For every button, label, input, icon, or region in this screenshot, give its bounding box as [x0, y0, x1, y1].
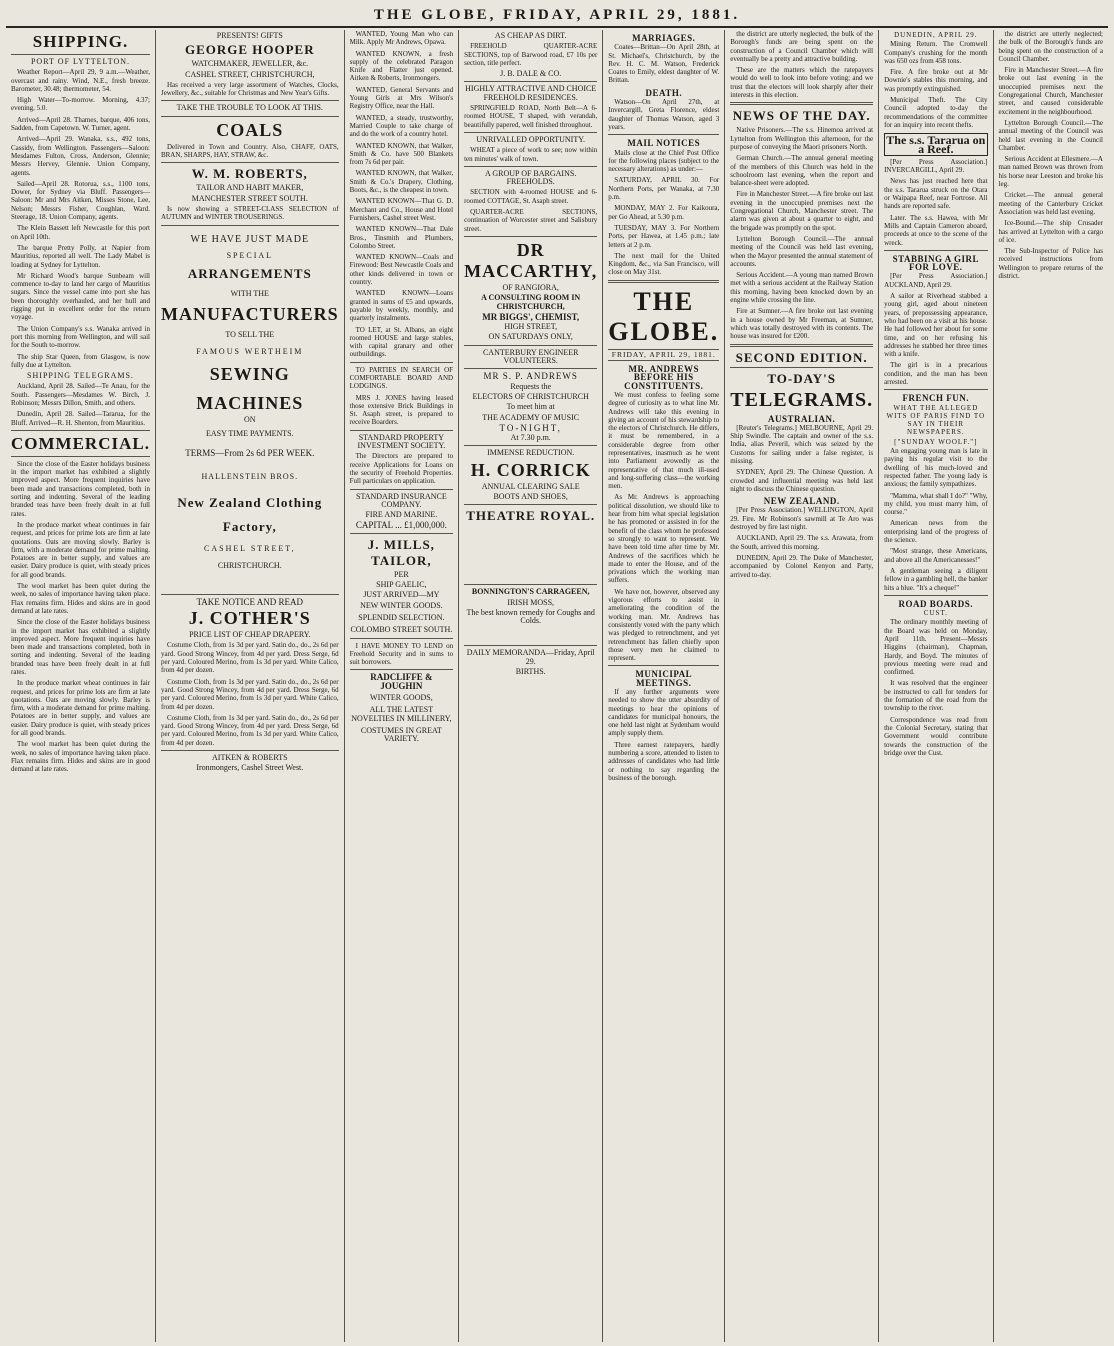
ad-insurance: STANDARD INSURANCE COMPANY. — [356, 491, 447, 509]
article-title: MR. ANDREWS BEFORE HIS CONSTITUENTS. — [624, 364, 704, 391]
shipping-para: The ship Star Queen, from Glasgow, is now fully due at Lyttelton. — [11, 352, 150, 369]
ad-roberts-trade: TAILOR AND HABIT MAKER, — [196, 183, 304, 193]
marriages-heading: MARRIAGES. — [632, 33, 696, 43]
ad-volunteers: CANTERBURY ENGINEER VOLUNTEERS. — [482, 347, 579, 366]
ad-hooper-trade: WATCHMAKER, JEWELLER, &c. — [191, 59, 309, 69]
shipping-para: Mr Richard Wood's barque Sunbeam will commence to-day to land her cargo of Mauritius sugars. Since the vessel came into port she has been thoroughly overhauled, and her hull and rigging put in excellent order for the return voyage. — [11, 271, 150, 322]
ad-bargains: A GROUP OF BARGAINS. FREEHOLDS. — [485, 168, 577, 187]
property-ad: SPRINGFIELD ROAD, North Belt—A 6-roomed HOUSE, T shaped, with verandah, beautifully papered, well finished throughout. — [464, 104, 598, 129]
ad-with-the: WITH THE — [230, 289, 269, 299]
french-sub: WHAT THE ALLEGED WITS OF PARIS FIND TO SAY IN THEIR NEWSPAPERS. — [886, 403, 986, 437]
roads-para: Correspondence was read from the Colonial Secretary, stating that Government would contribute towards the construction of the bridge over the Cust. — [884, 715, 988, 757]
shipping-telegram: Auckland, April 28. Sailed—Te Anau, for the South. Passengers—Mesdames W. Birch, J. Robinson; Messrs Dillon, Smith, and others. — [11, 382, 150, 407]
ad-maccarthy: DR MACCARTHY, — [464, 239, 598, 281]
ad-cother-body: Costume Cloth, from 1s 3d per yard. Satin do., do., 2s 6d per yard. Good Strong Wincey, from 4d per yard. Dress Serge, 6d per yard. Coloured Merino, from 1s 3d per yard. White Calico, from 4d per dozen. — [160, 641, 339, 675]
shipping-para: High Water—To-morrow. Morning, 4.37; evening, 5.0. — [11, 96, 150, 113]
ad-requests: Requests the — [510, 381, 552, 391]
column-wanted — [345, 30, 459, 1342]
telegram-para: AUCKLAND, April 29. The s.s. Arawata, from the South, arrived this morning. — [730, 534, 874, 551]
wanted-ad: WANTED KNOWN, that Walker, Smith & Co.'s Drapery, Clothing, Boots, &c., is the cheapest in town. — [349, 169, 454, 195]
ad-radcliffe: RADCLIFFE & JOUGHIN — [370, 672, 433, 691]
french-para: An engaging young man is late in paying his regular visit to the dwelling of his much-loved and respected father. The young lady is anxious; the family sympathizes. — [884, 447, 988, 489]
divider — [464, 368, 597, 369]
divider — [350, 533, 453, 534]
news-item: Lyttelton Borough Council.—The annual meeting of the Council was held last evening, when the Mayor presented the annual statement of accounts. — [730, 234, 874, 268]
french-para: A gentleman seeing a diligent fellow in a gambling hell, the banker hits a blue. "It's a cheque!" — [884, 566, 988, 592]
ad-irish-moss: IRISH MOSS, — [507, 597, 555, 607]
divider — [350, 362, 453, 363]
cont-para: Serious Accident at Ellesmere.—A man named Brown was thrown from his horse near Leeston and broke his leg. — [998, 155, 1103, 189]
editorial-cont: These are the matters which the ratepayers would do well to look into before voting; and we trust that the electors will look sharply after their interests in this election. — [730, 66, 874, 100]
ad-aitken-address: Ironmongers, Cashel Street West. — [196, 763, 304, 773]
divider — [884, 595, 987, 596]
news-heading: NEWS OF THE DAY. — [732, 108, 871, 124]
news-item: Native Prisoners.—The s.s. Hinemoa arrived at Lyttelton from Wellington this afternoon, for the purpose of conveying the Maori prisoners North. — [730, 126, 874, 151]
mail-para: MONDAY, MAY 2. For Kaikoura, per Go Ahead, at 5.30 p.m. — [608, 204, 720, 221]
news-item: Fire at Sumner.—A fire broke out last evening in a house owned by Mr Freeman, at Sumner, which was totally destroyed with its contents. The house was insured for £200. — [730, 307, 874, 341]
ad-biggs: MR BIGGS', CHEMIST, — [482, 311, 580, 322]
commercial-para: The wool market has been quiet during the week, no sales of importance having taken place. Flax remains firm. Hides and skins are in good demand at late rates. — [11, 582, 150, 615]
stab-para: [Per Press Association.] AUCKLAND, April 29. — [884, 272, 988, 289]
newspaper-page — [6, 4, 1108, 1342]
news-item: Serious Accident.—A young man named Brown met with a serious accident at the Railway Station this morning, having been knocked down by an engine while crossing the line. — [730, 271, 874, 305]
wanted-ad: WANTED KNOWN—Loans granted in sums of £5 and upwards, payable by weekly, monthly, and quarterly instalments. — [349, 289, 454, 323]
tararua-heading: The s.s. Tararua on a Reef. — [884, 133, 987, 156]
wanted-ad: WANTED, a steady, trustworthy, Married Couple to take charge of and do the work of a country hotel. — [349, 113, 454, 139]
ad-cheap-dirt: AS CHEAP AS DIRT. — [494, 31, 567, 40]
ad-mills-ship: SHIP GAELIC, — [376, 580, 427, 590]
ad-academy: THE ACADEMY OF MUSIC — [482, 412, 580, 422]
french-source: ["SUNDAY WOOLF."] — [894, 437, 978, 446]
divider — [161, 750, 339, 751]
ad-theatre: THEATRE ROYAL. — [466, 508, 596, 524]
mail-para: SATURDAY, APRIL 30. For Northern Ports, per Wanaka, at 7.30 p.m. — [608, 176, 720, 202]
commercial-para: Since the close of the Easter holidays business in the import market has exhibited a slightly improved aspect. More frequent inquiries have been made and transactions completed, both in sorting and indenting. Several of the leading branded teas have been freely dealt in at full rates. — [11, 618, 150, 676]
ad-sewing: SEWING — [209, 364, 290, 385]
ad-high-street: HIGH STREET, — [504, 322, 558, 332]
divider — [464, 504, 597, 505]
telegram-para: Fire. A fire broke out at Mr Downie's stables this morning, and was promptly extinguished. — [884, 68, 988, 93]
column-telegrams — [879, 30, 993, 1342]
roads-sub: CUST. — [923, 609, 948, 618]
ad-residences: HIGHLY ATTRACTIVE AND CHOICE FREEHOLD RESIDENCES. — [465, 84, 597, 102]
second-edition: SECOND EDITION. — [730, 350, 873, 368]
telegrams-subheading: SHIPPING TELEGRAMS. — [27, 371, 134, 381]
ad-meet: To meet him at — [506, 402, 555, 412]
commercial-para: In the produce market wheat continues in fair request, and prices for prime lots are firm at late quotations. Oats are moving slowly. Barley is firm, with a moderate demand for prime malting. Potatoes are in better supply, and values are easier. Dairy produce is quiet, with steady prices for all good brands. — [11, 679, 150, 738]
divider — [350, 669, 453, 670]
municipal-para: If any further arguments were needed to show the utter absurdity of meetings to hear the opinions of candidates for municipal honours, the one held last night at Sydenham would amply supply them. — [608, 688, 720, 738]
divider — [884, 250, 987, 251]
mail-para: The next mail for the United Kingdom, &c., via San Francisco, will close on May 31st. — [608, 251, 720, 277]
ad-tonight: TO-NIGHT, — [499, 422, 562, 433]
australian-heading: AUSTRALIAN. — [768, 413, 836, 424]
reef-para: News has just reached here that the s.s. Tararua struck on the Otara or Waipapa Reef, near Fortrose. All hands are reported safe. — [884, 177, 988, 211]
shipping-heading: SHIPPING. — [11, 32, 150, 55]
ad-mills-per: PER — [394, 569, 409, 579]
telegram-para: [Per Press Association.] WELLINGTON, April 29. Fire. Mr Robinson's sawmill at Te Aro was destroyed by fire last night. — [730, 506, 874, 532]
stabbing-heading: STABBING A GIRL FOR LOVE. — [892, 253, 979, 273]
ad-mills-address: COLOMBO STREET SOUTH. — [350, 625, 453, 635]
municipal-para: Three earnest ratepayers, hardly numbering a score, attended to listen to addresses of candidates who had little or nothing to say regarding the business of the borough. — [608, 740, 720, 782]
divider — [161, 162, 339, 163]
cont-para: Fire in Manchester Street.—A fire broke out last evening in the unoccupied premises next the Congregational Church, Manchester street, and caused considerable excitement in the neighbourhood. — [998, 66, 1103, 116]
article-para: We have not, however, observed any vigorous efforts to assist in ameliorating the condition of the working man. Mr. Andrews has consistently voted with the party which was pledged to retrenchment, and yet retrenchment has fallen chiefly upon those very men he claimed to represent. — [608, 587, 720, 663]
column-ads-hooper — [156, 30, 345, 1342]
ad-hooper-address: CASHEL STREET, CHRISTCHURCH, — [185, 69, 315, 79]
telegram-para: [Reuter's Telegrams.] MELBOURNE, April 29. Ship Swindle. The captain and owner of the s.s. India, alias Peveril, which was seized by the Customs for sailing under a false register, is missing. — [730, 423, 874, 465]
shipping-para: The Klein Bassett left Newcastle for this port on April 10th. — [11, 224, 150, 241]
marriage-notice: Coates—Brittan—On April 28th, at St. Michael's, Christchurch, by the Rev. H. C. M. Watson, Frederick Coates to Emily, eldest daughter of W. Brittan. — [608, 43, 720, 85]
ad-electors: ELECTORS OF CHRISTCHURCH — [472, 391, 589, 401]
ad-roberts-address: MANCHESTER STREET SOUTH. — [191, 193, 308, 203]
divider — [464, 645, 597, 646]
ad-take-trouble: TAKE THE TROUBLE TO LOOK AT THIS. — [176, 103, 323, 113]
french-heading: FRENCH FUN. — [902, 393, 970, 404]
ad-we-have: WE HAVE JUST MADE — [190, 233, 310, 245]
ad-money: I HAVE MONEY TO LEND on Freehold Security and in sums to suit borrowers. — [349, 641, 454, 667]
ad-hooper-name: GEORGE HOOPER — [184, 42, 315, 58]
ad-corrick: H. CORRICK — [470, 459, 591, 480]
ad-mills: J. MILLS, TAILOR, — [367, 536, 435, 568]
ad-boots: BOOTS AND SHOES, — [493, 491, 568, 501]
ad-to-sell: TO SELL THE — [225, 330, 275, 340]
roads-para: The ordinary monthly meeting of the Board was held on Monday, April 11th. Present—Messrs Higgins (chairman), Chapman, Hardy, and Boyd. The minutes of previous meeting were read and confirmed. — [884, 618, 988, 677]
ad-reduction: IMMENSE REDUCTION. — [487, 448, 575, 458]
french-para: American news from the enterprising land of the progress of the science. — [884, 519, 988, 545]
globe-title: THE GLOBE. — [608, 286, 720, 346]
ad-coals-body: Delivered in Town and Country. Also, CHAFF, OATS, BRAN, SHARPS, HAY, STRAW, &c. — [160, 142, 339, 160]
stab-para: A sailor at Riverhead stabbed a young girl, aged about nineteen years, of prepossessing appearance, who had been on a visit at his house. He had followed her about for some time, and on her refusing his addresses he stabbed her three times with a knife. — [884, 292, 988, 359]
mail-para: Mails close at the Chief Post Office for the following places (subject to the necessary alterations) as under:— — [608, 148, 720, 174]
wanted-ad: WANTED KNOWN—That G. D. Merchant and Co., House and Hotel Furnishers, Cashel street West. — [349, 197, 454, 222]
ad-cother: J. COTHER'S — [188, 608, 311, 629]
divider — [464, 166, 597, 167]
divider — [350, 430, 453, 431]
cont-para: Cricket.—The annual general meeting of the Canterbury Cricket Association was held last evening. — [998, 191, 1103, 216]
news-item: German Church.—The annual general meeting of the members of this Church was held in the schoolroom last evening, when the report and balance-sheet were adopted. — [730, 154, 874, 188]
wanted-ad: WANTED KNOWN, that Walker, Smith & Co. have 500 Blankets from 7s 6d per pair. — [349, 141, 454, 167]
divider — [608, 134, 719, 135]
divider — [161, 100, 339, 101]
cont-para: the district are utterly neglected; the bulk of the Borough's funds are being spent on the construction of a Council Chamber. — [998, 30, 1103, 63]
ad-j-b-dale: J. B. DALE & CO. — [500, 69, 562, 79]
ad-winter-goods: WINTER GOODS, — [370, 693, 433, 702]
property-ad: FREEHOLD QUARTER-ACRE SECTIONS, top of Barwood road, £7 10s per section, title perfect. — [464, 42, 598, 67]
ad-hallenstein: HALLENSTEIN BROS. — [201, 471, 299, 481]
ad-cother-body: Costume Cloth, from 1s 3d per yard. Satin do., do., 2s 6d per yard. Good Strong Wincey, from 4d per yard. Dress Serge, 6d per yard. Coloured Merino, from 1s 3d per yard. White Calico, from 4d per dozen. — [160, 713, 339, 747]
column-news — [725, 30, 879, 1342]
wanted-ad: WANTED KNOWN—Coals and Firewood: Best Newcastle Coals and other kinds delivered in town or country. — [349, 253, 454, 287]
ad-rangiora: OF RANGIORA, — [502, 282, 559, 292]
ad-time: At 7.30 p.m. — [510, 433, 551, 443]
ad-mills-goods: NEW WINTER GOODS. — [360, 600, 443, 610]
stab-para: The girl is in a precarious condition, and the man has been arrested. — [884, 361, 988, 386]
divider — [730, 344, 873, 347]
mail-para: TUESDAY, MAY 3. For Northern Ports, per Hawea, at 1.45 p.m.; late letters at 2 p.m. — [608, 223, 720, 249]
article-para: We must confess to feeling some degree of curiosity as to what line Mr. Andrews will take this evening in giving an account of his stewardship to the electors of Christchurch. He differs, it must be remembered, in a considerable degree from other representatives, inasmuch as he went into Parliament avowedly as the representative of that much ill-used and long-suffering class—the working men. — [608, 390, 720, 491]
telegram-para: Municipal Theft. The City Council adopted to-day the recommendations of the committee for an inquiry into recent thefts. — [884, 96, 988, 129]
divider — [350, 638, 453, 639]
mail-heading: MAIL NOTICES — [627, 138, 701, 149]
ad-opportunity: UNRIVALLED OPPORTUNITY. — [476, 134, 585, 144]
ad-millinery: ALL THE LATEST NOVELTIES IN MILLINERY, — [351, 705, 452, 723]
wanted-ad: WANTED KNOWN—That Dale Bros., Tinsmith and Plumbers, Colombo Street. — [349, 225, 454, 250]
property-ad: QUARTER-ACRE SECTIONS, continuation of Worcester street and Salisbury street. — [464, 208, 598, 233]
ad-on: ON — [244, 415, 256, 425]
ad-roberts-body: Is now showing a STREET-CLASS SELECTION of AUTUMN and WINTER TROUSERINGS. — [160, 204, 339, 222]
divider — [464, 236, 597, 237]
divider — [464, 345, 597, 346]
shipping-para: Arrived—April 28. Thames, barque, 406 tons, Sadden, from Capetown. W. Turner, agent. — [11, 115, 150, 133]
column-shipping — [6, 30, 156, 1342]
ad-special: SPECIAL — [226, 250, 274, 260]
ad-bonnington: BONNINGTON'S CARRAGEEN, — [471, 587, 590, 597]
ad-mills-selection: SPLENDID SELECTION. — [358, 612, 445, 622]
commercial-para: In the produce market wheat continues in fair request, and prices for prime lots are firm at late quotations. Oats are moving slowly. Barley is firm, with a moderate demand for prime malting. Potatoes are in better supply, and values are easier. Dairy produce is quiet, with steady prices for all good brands. — [11, 520, 150, 579]
ad-consulting: A CONSULTING ROOM IN CHRISTCHURCH, — [481, 293, 581, 311]
death-heading: DEATH. — [645, 87, 683, 98]
ad-take-notice: TAKE NOTICE AND READ — [196, 596, 304, 607]
ad-clothing: New Zealand Clothing — [177, 495, 323, 511]
column-continued — [994, 30, 1108, 1342]
todays: TO-DAY'S — [767, 370, 837, 386]
ad-property-society: STANDARD PROPERTY INVESTMENT SOCIETY. — [357, 432, 446, 451]
ad-machines: MACHINES — [196, 393, 304, 414]
ad-price-list: PRICE LIST OF CHEAP DRAPERY. — [189, 630, 311, 640]
shipping-telegram: Dunedin, April 28. Sailed—Tararua, for the Bluff. Arrived—R. H. Shenton, from Mauritius. — [11, 410, 150, 427]
divider — [161, 594, 339, 595]
divider — [464, 584, 597, 585]
dunedin-heading: DUNEDIN, APRIL 29. — [894, 31, 978, 39]
divider — [464, 81, 597, 82]
births-heading: BIRTHS. — [515, 667, 546, 677]
ad-christchurch: CHRISTCHURCH. — [217, 560, 282, 570]
property-ad: SECTION with 4-roomed HOUSE and 6-roomed COTTAGE, St. Asaph street. — [464, 188, 598, 205]
telegram-para: SYDNEY, April 29. The Chinese Question. A crowded and influential meeting was held last night to discuss the Chinese question. — [730, 468, 874, 493]
telegrams-heading: TELEGRAMS. — [730, 388, 874, 411]
ad-aitken: AITKEN & ROBERTS — [212, 752, 288, 762]
ad-andrews: MR S. P. ANDREWS — [483, 371, 578, 382]
telegram-para: DUNEDIN, April 29. The Duke of Manchester, accompanied by Colonel Kenyon and Party, arrived to-day. — [730, 553, 874, 579]
ad-presents: PRESENTS! GIFTS — [216, 31, 283, 40]
ad-fire-marine: FIRE AND MARINE. — [365, 510, 438, 520]
shipping-para: The barque Pretty Polly, at Napier from Mauritius, reported all well. The Lady Mabel is loading at Sydney for Lyttelton. — [11, 243, 150, 269]
divider — [350, 489, 453, 490]
globe-date: FRIDAY, APRIL 29, 1881. — [608, 349, 719, 361]
reef-para: Later. The s.s. Hawea, with Mr Mills and Captain Cameron aboard, proceeds at once to the scene of the wreck. — [884, 213, 988, 247]
divider — [608, 665, 719, 666]
shipping-para: Arrived—April 29. Wanaka, s.s., 492 tons, Cassidy, from Wellington. Passengers—Saloon: Mesdames Fulton, Cross, Anderson, Glennie; Messrs Hervey, Glennie. Union Company, agents. — [11, 135, 150, 177]
divider — [464, 445, 597, 446]
wanted-ad: WANTED, General Servants and Young Girls at Mrs Wilson's Registry Office, near the Hall. — [349, 85, 454, 111]
commercial-para: Since the close of the Easter holidays business in the import market has exhibited a slightly improved aspect. More frequent inquiries have been made and transactions completed, both in sorting and indenting. Several of the leading branded teas have been freely dealt in at full rates. — [11, 459, 150, 518]
wanted-ad: MRS J. JONES having leased those extensive Brick Buildings in St. Asaph street, is prepared to receive Boarders. — [349, 393, 454, 427]
column-editorial — [603, 30, 725, 1342]
ad-cother-body: Costume Cloth, from 1s 3d per yard. Satin do., do., 2s 6d per yard. Good Strong Wincey, from 4d per yard. Dress Serge, 6d per yard. Coloured Merino, from 1s 3d per yard. White Calico, from 4d per dozen. — [160, 677, 339, 711]
cont-para: Lyttelton Borough Council.—The annual meeting of the Council was held last evening in the Council Chamber. — [998, 118, 1103, 152]
ad-saturdays: ON SATURDAYS ONLY, — [488, 332, 573, 342]
shipping-para: The Union Company's s.s. Wanaka arrived in port this morning from Wellington, and will sail for the South to-morrow. — [11, 324, 150, 350]
ad-capital: CAPITAL ... £1,000,000. — [355, 520, 447, 531]
cont-para: The Sub-Inspector of Police has received instructions from Wellington to prepare returns of the district. — [998, 247, 1103, 281]
divider — [884, 389, 987, 390]
wanted-ad: WANTED KNOWN, a fresh supply of the celebrated Paragon Knife and Flatter just opened. Aitken & Roberts, Ironmongers. — [349, 49, 454, 83]
ad-cashel: CASHEL STREET, — [204, 544, 296, 554]
ad-clearing: ANNUAL CLEARING SALE — [481, 481, 580, 491]
ad-wertheim: FAMOUS WERTHEIM — [196, 346, 304, 356]
shipping-para: Sailed—April 28. Rotorua, s.s., 1100 tons, Dower, for Sydney via Bluff. Passengers—Saloon: Mr and Mrs Aitken, Misses Stone, Lee, Nelson; Messrs Fisher, Coughlan, Ward. Steerage, 18. Union Company, agents. — [11, 179, 150, 222]
ad-costumes: COSTUMES IN GREAT VARIETY. — [360, 725, 442, 744]
ad-hooper-body: Has received a very large assortment of Watches, Clocks, Jewellery, &c., suitable for Christmas and New Year's Gifts. — [160, 80, 339, 98]
divider — [161, 116, 339, 117]
shipping-para: Weather Report—April 29, 9 a.m.—Weather, overcast and rainy. Wind, N.E., fresh breeze. Barometer, 30.48; thermometer, 54. — [11, 68, 150, 93]
wanted-ad: WANTED, Young Man who can Milk. Apply Mr Andrews, Opawa. — [349, 30, 454, 47]
municipal-title: MUNICIPAL MEETINGS. — [635, 669, 693, 688]
ad-mills-arrived: JUST ARRIVED—MY — [363, 590, 440, 600]
ad-coals: COALS — [216, 119, 284, 140]
memoranda: DAILY MEMORANDA—Friday, April 29. — [466, 648, 595, 666]
divider — [464, 132, 597, 133]
ad-terms: TERMS—From 2s 6d PER WEEK. — [185, 447, 315, 458]
divider — [11, 430, 150, 431]
port-subheading: PORT OF LYTTELTON. — [30, 57, 130, 66]
divider — [161, 225, 339, 226]
commercial-heading: COMMERCIAL. — [11, 434, 150, 457]
french-para: "Mamma, what shall I do?" "Why, my child, you must marry him, of course." — [884, 491, 988, 517]
article-para: As Mr. Andrews is approaching political dissolution, we should like to hear from him what special legislation he has promoted or assisted in for the benefit of the class whom he professed so strongly to want to represent. We have been told time after time by Mr. Andrews of the sacrifices which he made to enter the House, and of the privations which the working man suffers. — [608, 493, 720, 585]
nz-heading: NEW ZEALAND. — [763, 496, 840, 507]
news-item: Fire in Manchester Street.—A fire broke out last evening in the unoccupied premises next the Congregational Church, Manchester street. The alarm was given at about a quarter to eight, and the brigade was promptly on the spot. — [730, 190, 874, 232]
wanted-ad: TO PARTIES IN SEARCH OF COMFORTABLE BOARD AND LODGINGS. — [349, 365, 454, 391]
ad-property-body: The Directors are prepared to receive Applications for Loans on the security of Freehold Properties. Full particulars on application. — [349, 452, 454, 486]
divider — [608, 280, 719, 283]
ad-factory: Factory, — [222, 519, 277, 535]
ad-easy-payments: EASY TIME PAYMENTS. — [205, 429, 294, 439]
commercial-para: The wool market has been quiet during the week, no sales of importance having taken place. Flax remains firm. Hides and skins are in good demand at late rates. — [11, 740, 150, 774]
death-notice: Watson—On April 27th, at Invercargill, Greta Florence, eldest daughter of Thomas Watson, aged 3 years. — [608, 98, 720, 131]
divider — [730, 102, 873, 105]
ad-roberts: W. M. ROBERTS, — [191, 166, 308, 182]
ad-arrangements: ARRANGEMENTS — [187, 266, 312, 282]
masthead: THE GLOBE, FRIDAY, APRIL 29, 1881. — [6, 4, 1108, 28]
wanted-ad: TO LET, at St. Albans, an eight roomed HOUSE and large stables, with capital granary and other outbuildings. — [349, 325, 454, 359]
column-property — [459, 30, 603, 1342]
columns — [6, 30, 1108, 1342]
telegram-para: Mining Return. The Cromwell Company's crushing for the month was 650 ozs from 458 tons. — [884, 40, 988, 65]
reef-para: [Per Press Association.] INVERCARGILL, April 29. — [884, 157, 988, 175]
french-para: "Most strange, these Americans, and above all the Americanesses!" — [884, 547, 988, 564]
roads-heading: ROAD BOARDS. — [898, 598, 974, 609]
cont-para: Ice-Bound.—The ship Crusader has arrived at Lyttelton with a cargo of ice. — [998, 219, 1103, 244]
ad-remedy: The best known remedy for Coughs and Colds. — [466, 607, 595, 626]
ad-manufacturers: MANUFACTURERS — [160, 304, 339, 325]
roads-para: It was resolved that the engineer be instructed to call for tenders for the formation of the road from the township to the river. — [884, 679, 988, 713]
property-ad: WHEAT a piece of work to see; now within ten minutes' walk of town. — [464, 146, 598, 163]
editorial-cont: the district are utterly neglected, the bulk of the Borough's funds are being spent on the construction of a Council Chamber which will eventually be a pretty and attractive building. — [730, 30, 874, 63]
